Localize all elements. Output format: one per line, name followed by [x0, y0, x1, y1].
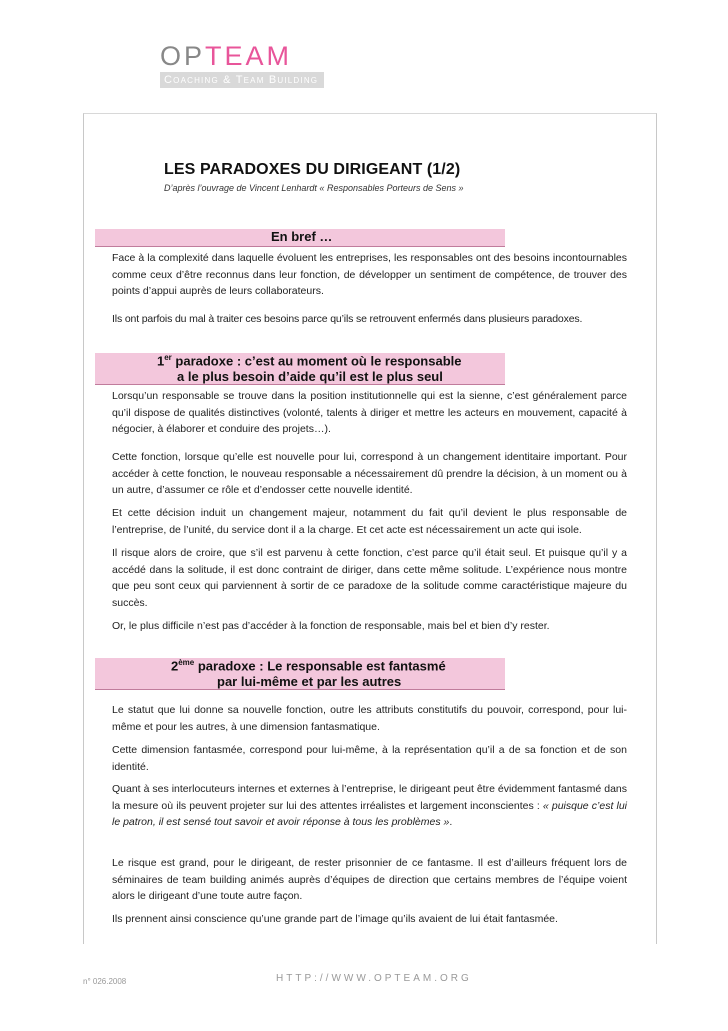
page-title: LES PARADOXES DU DIRIGEANT (1/2): [164, 161, 461, 178]
paradox2-quote: « puisque c’est lui le patron, il est sensé tout savoir et avoir réponse à tous les problèmes »: [112, 799, 627, 828]
opteam-logo: [160, 42, 330, 88]
logo-wordmark: OPTEAM: [160, 41, 293, 71]
paradox1-paragraph-2: Cette fonction, lorsque qu’elle est nouvelle pour lui, correspond à un changement identitaire important. Pour accéder à cette fonction, le nouveau responsable a nécessairement dû prendre la décision, à un moment ou à un autre, d’assumer ce rôle et d’endosser cette nouvelle identité.: [112, 451, 627, 496]
footer-url[interactable]: HTTP://WWW.OPTEAM.ORG: [276, 973, 472, 984]
paradox2-paragraph-5: Ils prennent ainsi conscience qu’une grande part de l’image qu’ils avaient de lui était fantasmée.: [112, 913, 558, 925]
paradox2-heading-line1: 2ème paradoxe : Le responsable est fantasmé: [171, 658, 446, 674]
brief-paragraph-1: Face à la complexité dans laquelle évoluent les entreprises, les responsables ont des besoins incontournables comme ceux d’être reconnus dans leur fonction, de développer un sentiment de compétence, de trouver des points d’appui auprès de leurs collaborateurs.: [112, 252, 627, 297]
page-subtitle: D’après l’ouvrage de Vincent Lenhardt « Responsables Porteurs de Sens »: [164, 183, 464, 193]
logo-tagline: Coaching & Team Building: [164, 74, 319, 86]
paradox1-heading-line2: a le plus besoin d’aide qu’il est le plus seul: [177, 369, 443, 384]
brief-paragraph-2: Ils ont parfois du mal à traiter ces besoins parce qu’ils se retrouvent enfermés dans plusieurs paradoxes.: [112, 313, 583, 325]
paradox2-banner: [95, 658, 505, 690]
paradox1-banner: [95, 353, 505, 385]
paradox1-heading-line1: 1er paradoxe : c’est au moment où le responsable: [157, 353, 462, 369]
paradox1-paragraph-1: Lorsqu’un responsable se trouve dans la position institutionnelle qui est la sienne, c’est généralement parce qu’il dispose de qualités distinctives (volonté, talents à diriger et mettre les acteurs en mouvement, capacité à négocier, à élaborer et conduire des projets…).: [112, 390, 627, 435]
brief-banner: [95, 229, 505, 247]
paradox2-paragraph-4: Le risque est grand, pour le dirigeant, de rester prisonnier de ce fantasme. Il est d’ailleurs fréquent lors de séminaires de team building animés auprès d’équipes de direction que certains membres de l’équipe voient alors le dirigeant d’une toute autre façon.: [112, 857, 627, 902]
paradox2-paragraph-2: Cette dimension fantasmée, correspond pour lui-même, à la représentation qu’il a de sa fonction et de son identité.: [112, 744, 627, 773]
brief-heading: En bref …: [271, 229, 333, 244]
paradox1-paragraph-4: Il risque alors de croire, que s’il est parvenu à cette fonction, c’est parce qu’il était seul. Et puisque qu’il y a accédé dans la solitude, il est donc contraint de diriger, dans cette même solitude. L’expérience nous montre que peu sont ceux qui parviennent à sortir de ce paradoxe de la solitude comme caractéristique majeure du succès.: [112, 547, 627, 609]
paradox2-paragraph-1: Le statut que lui donne sa nouvelle fonction, outre les attributs constitutifs du pouvoir, correspond, pour lui-même et pour les autres, à une dimension fantasmatique.: [112, 704, 627, 733]
paradox1-paragraph-3: Et cette décision induit un changement majeur, notamment du fait qu’il devient le plus responsable de l’entreprise, de l’unité, du service dont il a la charge. Et cet acte est nécessairement un acte qui isole.: [112, 507, 627, 536]
paradox2-heading-line2: par lui-même et par les autres: [217, 674, 402, 689]
paradox1-paragraph-5: Or, le plus difficile n’est pas d’accéder à la fonction de responsable, mais bel et bien d’y rester.: [112, 620, 550, 632]
paradox2-paragraph-3: Quant à ses interlocuteurs internes et externes à l’entreprise, le dirigeant peut être évidemment fantasmé dans la mesure où ils peuvent projeter sur lui des attentes irréalistes et largement inconscientes : « puisque c’est lui le patron, il est sensé tout savoir et avoir réponse à tous les problèmes ».: [112, 783, 627, 828]
footer-reference: n° 026.2008: [83, 977, 127, 986]
